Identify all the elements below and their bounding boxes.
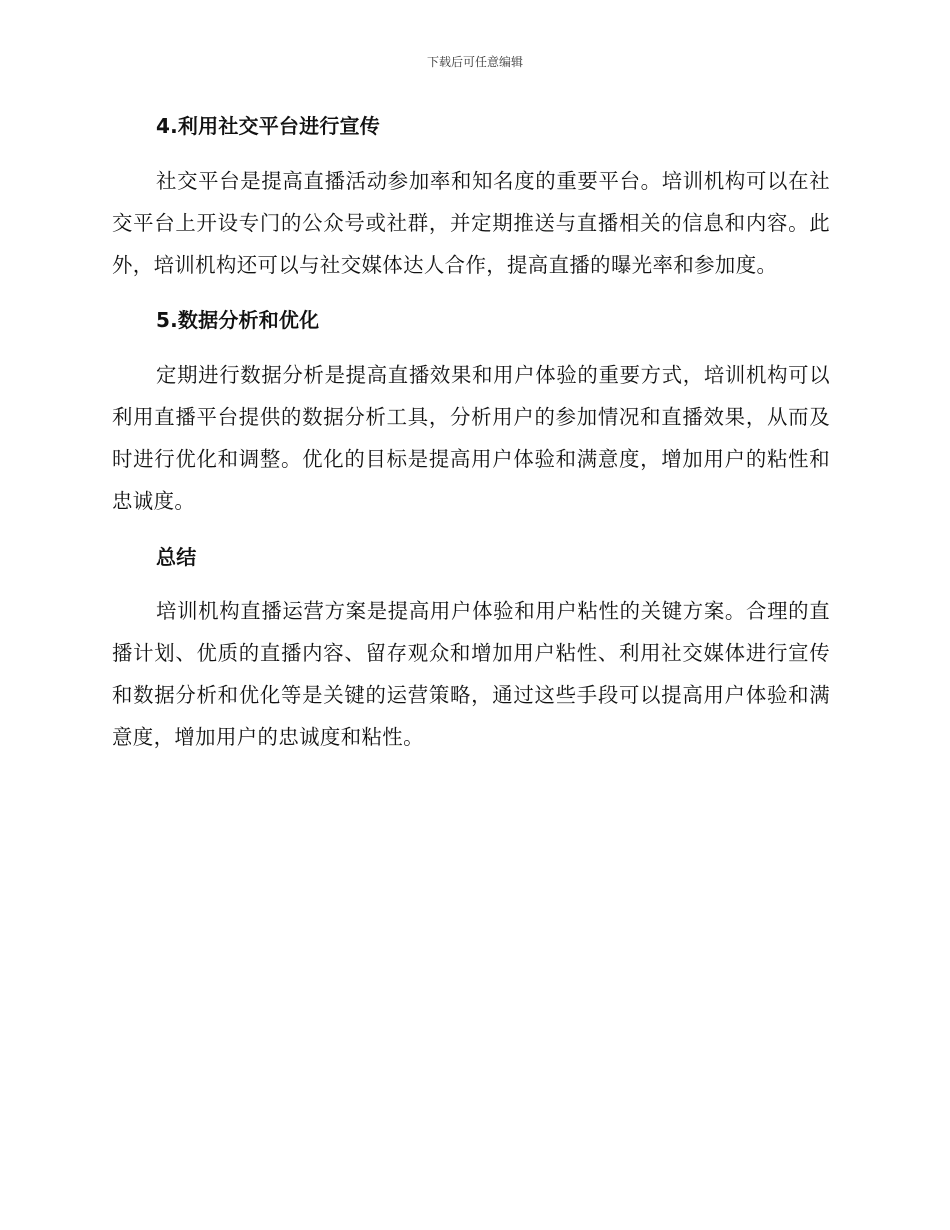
- section-heading-social-platform: 4.利用社交平台进行宣传: [156, 114, 380, 138]
- document-body: [112, 110, 830, 758]
- section-paragraph-social-platform: 社交平台是提高直播活动参加率和知名度的重要平台。培训机构可以在社交平台上开设专门的公众号或社群，并定期推送与直播相关的信息和内容。此外，培训机构还可以与社交媒体达人合作，提高直播的曝光率和参加度。: [112, 169, 830, 277]
- section-paragraph-summary: 培训机构直播运营方案是提高用户体验和用户粘性的关键方案。合理的直播计划、优质的直播内容、留存观众和增加用户粘性、利用社交媒体进行宣传和数据分析和优化等是关键的运营策略，通过这些手段可以提高用户体验和满意度，增加用户的忠诚度和粘性。: [112, 599, 830, 749]
- section-heading-data-analysis: 5.数据分析和优化: [156, 308, 320, 332]
- section-heading-summary: 总结: [156, 545, 197, 569]
- page-header: 下载后可任意编辑: [426, 55, 523, 69]
- section-paragraph-data-analysis: 定期进行数据分析是提高直播效果和用户体验的重要方式，培训机构可以利用直播平台提供的数据分析工具，分析用户的参加情况和直播效果，从而及时进行优化和调整。优化的目标是提高用户体验和满意度，增加用户的粘性和忠诚度。: [112, 363, 830, 513]
